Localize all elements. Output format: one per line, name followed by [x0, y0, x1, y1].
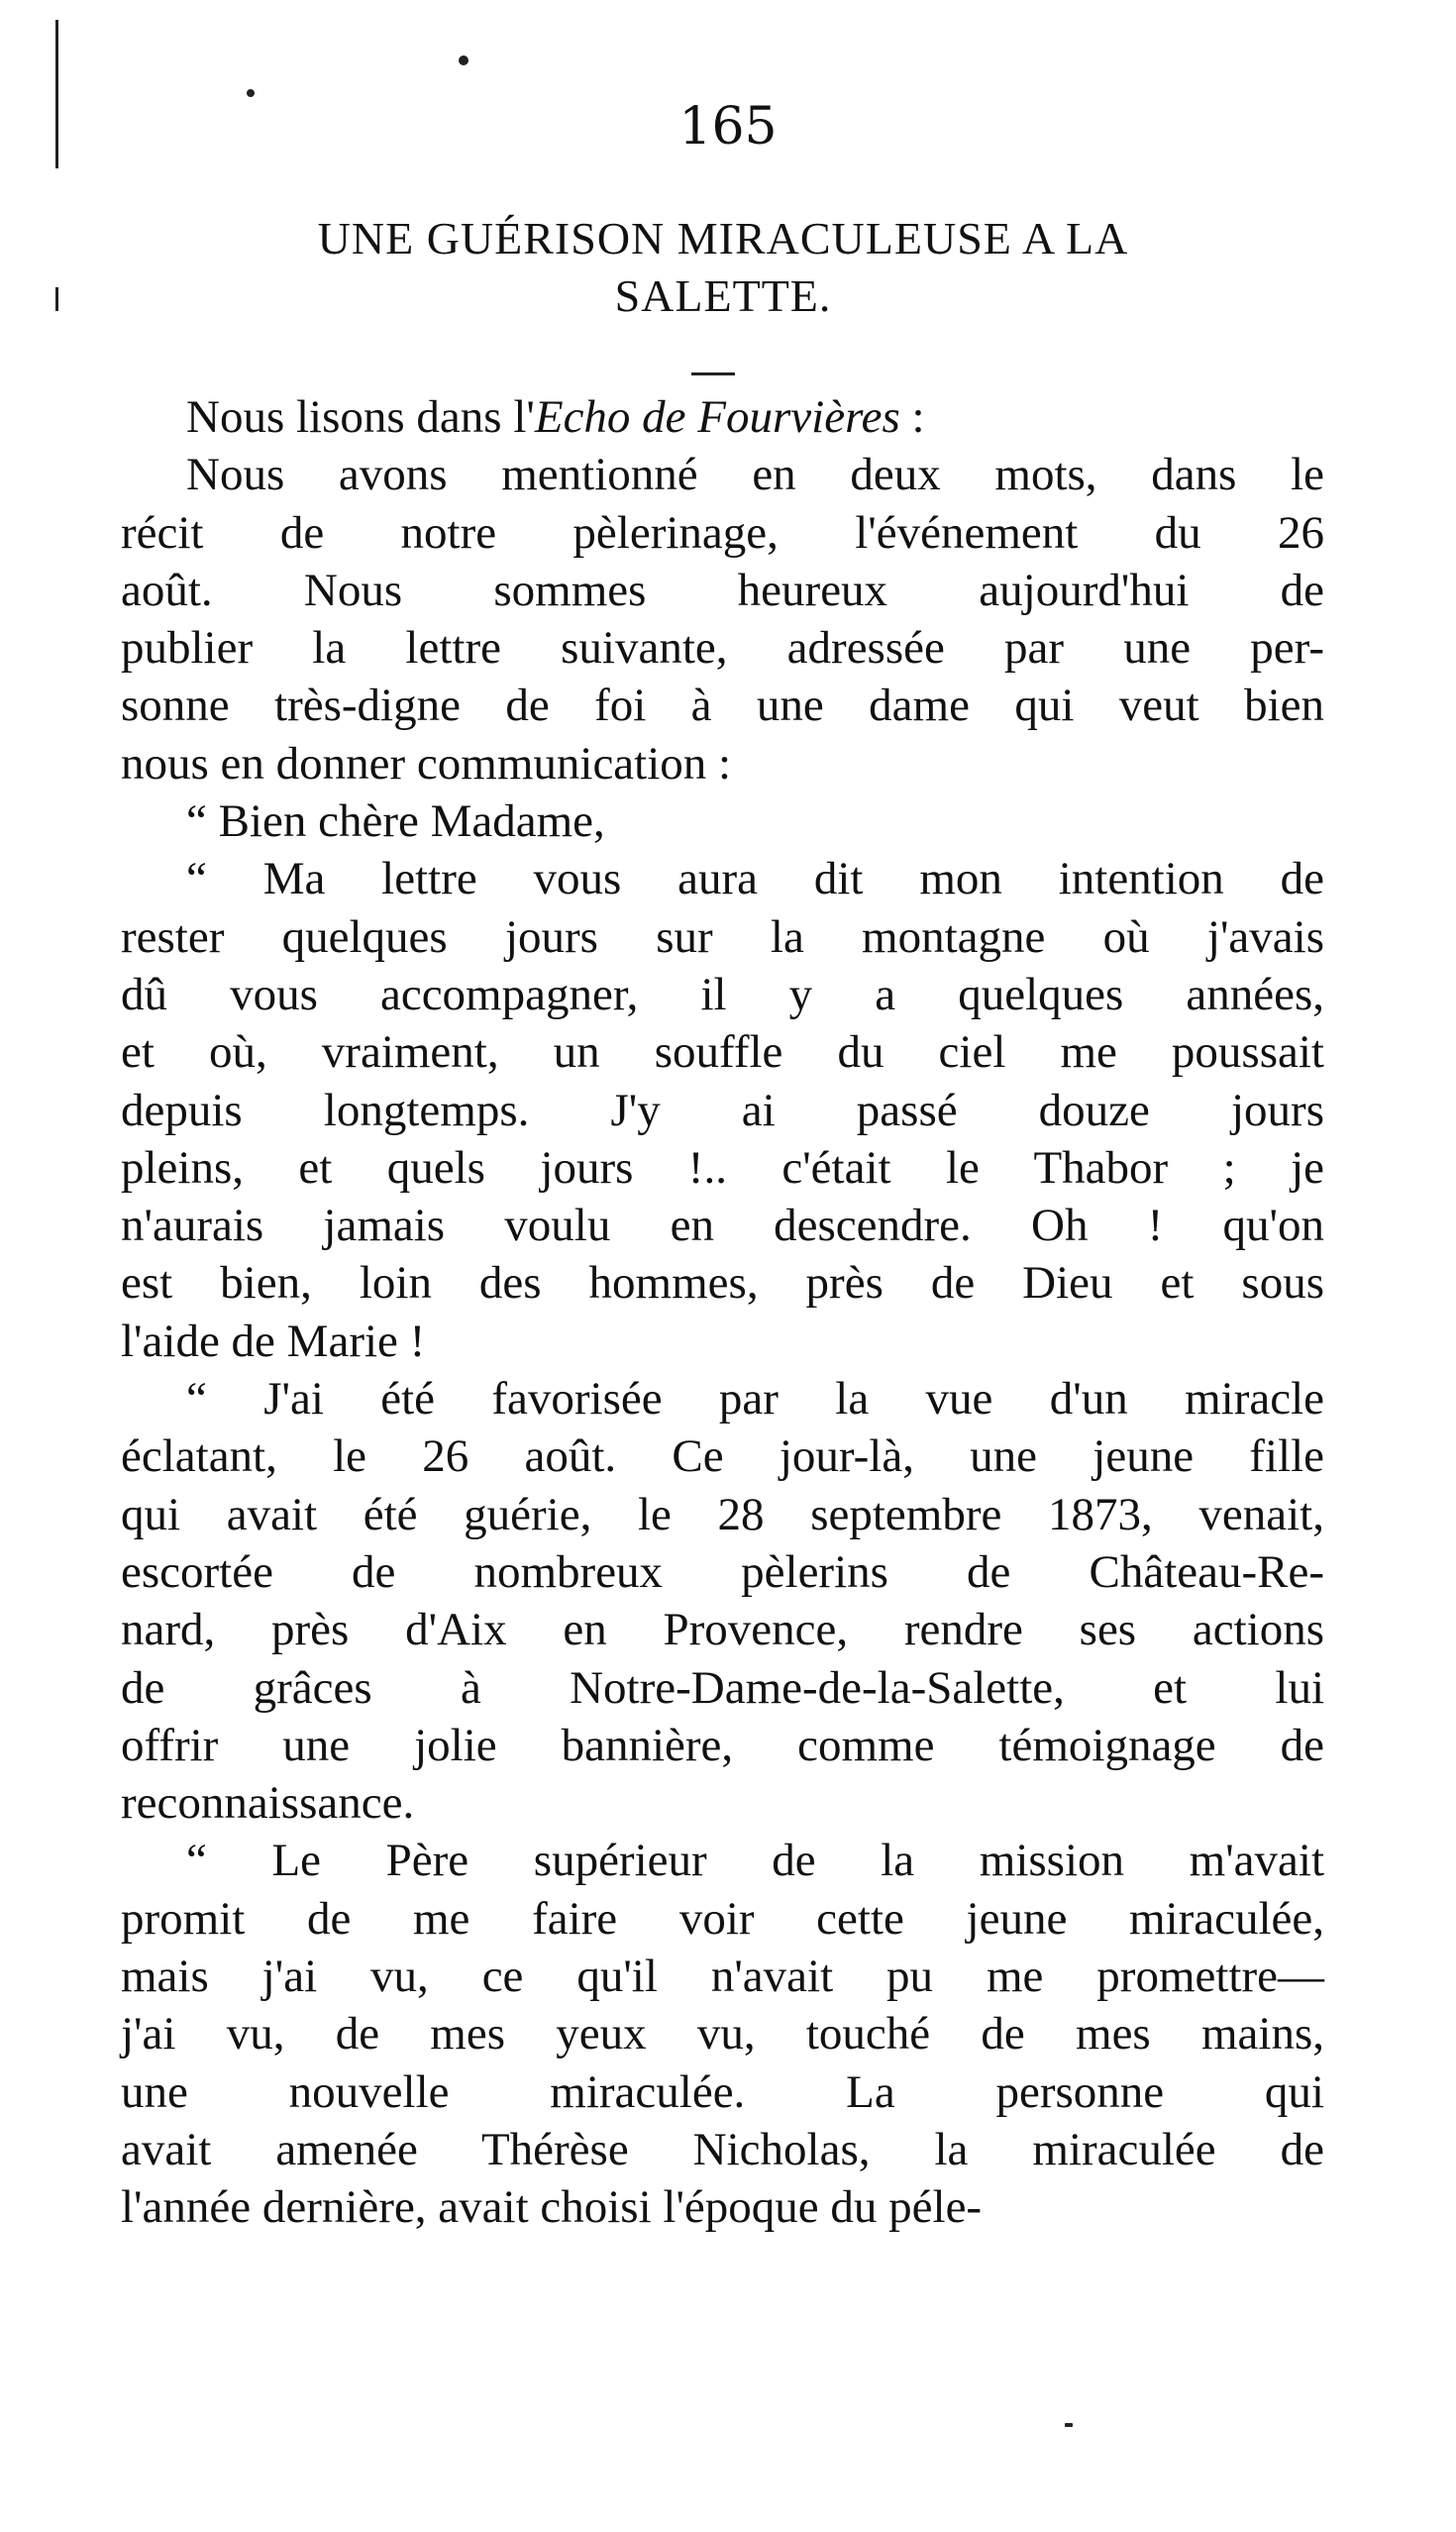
text-line: reconnaissance. — [121, 1777, 415, 1830]
text-line: une nouvelle miraculée. La personne qui — [121, 2065, 1324, 2118]
text-line: offrir une jolie bannière, comme témoignage de — [121, 1719, 1324, 1771]
text-line: “ J'ai été favorisée par la vue d'un miracle — [186, 1373, 1324, 1425]
paragraph — [121, 850, 1324, 1370]
text-line: Nous avons mentionné en deux mots, dans le — [186, 449, 1324, 501]
text-line: dû vous accompagner, il y a quelques années, — [121, 968, 1324, 1020]
source-title: Echo de Fourvières — [534, 391, 900, 443]
paragraph — [121, 792, 1324, 850]
text-line: depuis longtemps. J'y ai passé douze jours — [121, 1084, 1324, 1136]
paragraph — [121, 1832, 1324, 2236]
article-title — [158, 210, 1288, 325]
article-title-line: UNE GUÉRISON MIRACULEUSE A LA — [317, 213, 1129, 264]
intro-line — [121, 388, 1324, 446]
article-title-line: SALETTE. — [614, 270, 832, 321]
intro-suffix: : — [899, 391, 925, 443]
text-line: qui avait été guérie, le 28 septembre 1873, venait, — [121, 1488, 1324, 1540]
text-line: l'année dernière, avait choisi l'époque du péle- — [121, 2181, 983, 2234]
text-line: éclatant, le 26 août. Ce jour-là, une jeune fille — [121, 1430, 1324, 1483]
text-line: avait amenée Thérèse Nicholas, la miraculée de — [121, 2123, 1324, 2175]
text-line: “ Ma lettre vous aura dit mon intention de — [186, 853, 1324, 905]
ink-speck — [1065, 2423, 1073, 2427]
text-line: récit de notre pèlerinage, l'événement du 26 — [121, 506, 1324, 559]
text-line: n'aurais jamais voulu en descendre. Oh ! qu'on — [121, 1200, 1324, 1252]
text-line: j'ai vu, de mes yeux vu, touché de mes mains, — [121, 2008, 1324, 2060]
text-line: escortée de nombreux pèlerins de Château-Re- — [121, 1545, 1324, 1598]
text-line: nard, près d'Aix en Provence, rendre ses actions — [121, 1604, 1324, 1656]
text-line: nous en donner communication : — [121, 737, 732, 790]
text-line: l'aide de Marie ! — [121, 1315, 426, 1367]
text-line: mais j'ai vu, ce qu'il n'avait pu me promettre— — [121, 1951, 1324, 2003]
text-line: publier la lettre suivante, adressée par une per- — [121, 622, 1324, 675]
text-line: “ Le Père supérieur de la mission m'avait — [186, 1835, 1324, 1887]
text-line: août. Nous sommes heureux aujourd'hui de — [121, 564, 1324, 616]
page-number: 165 — [678, 97, 778, 157]
text-line: pleins, et quels jours !.. c'était le Thabor ; je — [121, 1141, 1324, 1194]
text-line: de grâces à Notre-Dame-de-la-Salette, et lui — [121, 1661, 1324, 1714]
ink-speck — [459, 55, 468, 65]
ink-speck — [247, 89, 255, 97]
text-line: et où, vraiment, un souffle du ciel me poussait — [121, 1026, 1324, 1079]
text-line: est bien, loin des hommes, près de Dieu et sous — [121, 1257, 1324, 1310]
text-line: “ Bien chère Madame, — [186, 795, 605, 848]
margin-rule-mark — [55, 287, 58, 311]
intro-prefix: Nous lisons dans l' — [186, 391, 535, 443]
paragraph — [121, 1370, 1324, 1832]
title-separator — [691, 372, 735, 375]
text-line: promit de me faire voir cette jeune miraculée, — [121, 1892, 1324, 1945]
article-body — [121, 388, 1324, 2237]
paragraph — [121, 446, 1324, 792]
text-line: rester quelques jours sur la montagne où j'avais — [121, 910, 1324, 963]
text-line: sonne très-digne de foi à une dame qui veut bien — [121, 680, 1324, 732]
